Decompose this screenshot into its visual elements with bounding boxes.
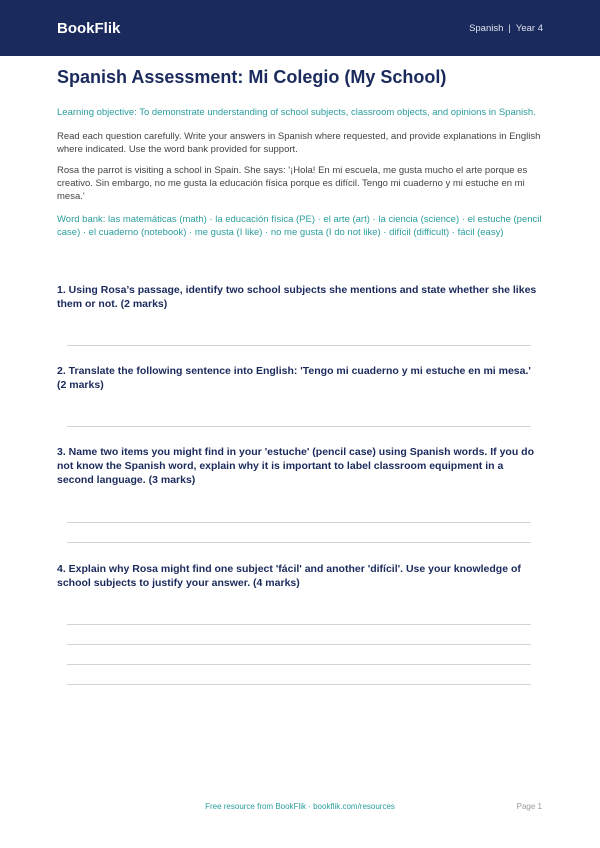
meta-separator: |: [508, 22, 511, 34]
answer-line[interactable]: [67, 644, 531, 645]
question-3: 3. Name two items you might find in your 'estuche' (pencil case) using Spanish words. If you do not know the Spanish word, explain why it is important to label classroom equipment in a second language. (3 marks): [57, 446, 534, 486]
answer-line[interactable]: [67, 542, 531, 543]
word-bank: Word bank: las matemáticas (math) · la educación física (PE) · el arte (art) · la ciencia (science) · el estuche (pencil case) · el cuaderno (notebook) · me gusta (I like) · no me gusta (I do not like) · difícil (difficult) · fácil (easy): [57, 214, 542, 238]
brand-logo: BookFlik: [57, 19, 121, 37]
header-meta: [469, 23, 543, 34]
reading-passage: Rosa the parrot is visiting a school in Spain. She says: '¡Hola! En mi escuela, me gusta mucho el arte porque es creativo. Sin embargo, no me gusta la educación física porque es difícil. Tengo mi cuaderno y mi estuche en mi mesa.': [57, 165, 528, 202]
answer-line[interactable]: [67, 426, 531, 427]
year-label: Year 4: [515, 22, 543, 34]
learning-objective: Learning objective: To demonstrate understanding of school subjects, classroom objects, and opinions in Spanish.: [57, 107, 536, 118]
question-2: 2. Translate the following sentence into English: 'Tengo mi cuaderno y mi estuche en mi mesa.' (2 marks): [57, 365, 531, 391]
page-title: Spanish Assessment: Mi Colegio (My School): [57, 67, 447, 87]
instructions: Read each question carefully. Write your answers in Spanish where requested, and provide explanations in English where indicated. Use the word bank provided for support.: [57, 131, 541, 155]
worksheet-intro: [0, 56, 600, 239]
header-bar: [0, 0, 600, 56]
answer-line[interactable]: [67, 624, 531, 625]
subject-label: Spanish: [469, 22, 504, 34]
page-number: Page 1: [516, 802, 542, 811]
answer-line[interactable]: [67, 345, 531, 346]
answer-line[interactable]: [67, 522, 531, 523]
answer-line[interactable]: [67, 664, 531, 665]
answer-line[interactable]: [67, 684, 531, 685]
footer-credit: Free resource from BookFlik · bookflik.com/resources: [205, 802, 395, 811]
question-1: 1. Using Rosa’s passage, identify two school subjects she mentions and state whether she likes them or not. (2 marks): [57, 284, 537, 310]
question-4: 4. Explain why Rosa might find one subject 'fácil' and another 'difícil'. Use your knowledge of school subjects to justify your answer. (4 marks): [57, 563, 521, 589]
